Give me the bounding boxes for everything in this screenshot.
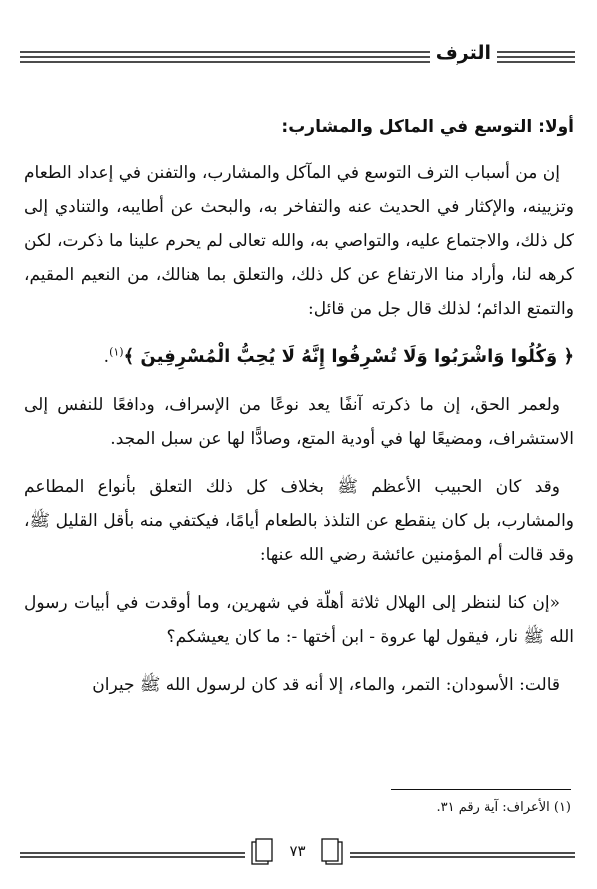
section-heading: أولا: التوسع في الماكل والمشارب: (281, 117, 574, 137)
verse-text: ﴿ وَكُلُوا وَاشْرَبُوا وَلَا تُسْرِفُوا إِنَّهُ لَا يُحِبُّ الْمُسْرِفِينَ ﴾ (123, 346, 574, 367)
paragraph-2: ولعمر الحق، إن ما ذكرته آنفًا يعد نوعًا من الإسراف، ودافعًا للنفس إلى الاستشراف، ومضيعًا لها في أودية المتع، وصادًّا لها عن سبل المجد. (24, 395, 574, 449)
page-content (24, 110, 574, 716)
page-footer (20, 836, 575, 870)
footnote-divider (391, 789, 571, 790)
paragraph-3: وقد كان الحبيب الأعظم ﷺ بخلاف كل ذلك التعلق بأنواع المطاعم والمشارب، بل كان ينقطع عن التلذذ بالطعام أيامًا، فيكتفي منه بأقل القليل ﷺ، وقد قالت أم المؤمنين عائشة رضي الله عنها: (24, 477, 574, 565)
quran-verse: ﴿ وَكُلُوا وَاشْرَبُوا وَلَا تُسْرِفُوا إِنَّهُ لَا يُحِبُّ الْمُسْرِفِينَ ﴾$^{(١)}$. (103, 345, 574, 367)
footnote-marker: (١) (109, 345, 124, 359)
paragraph-4: «إن كنا لننظر إلى الهلال ثلاثة أهلّة في شهرين، وما أوقدت في أبيات رسول الله ﷺ نار، فيقول لها عروة - ابن أختها -: ما كان يعيشكم؟ (24, 593, 574, 647)
paragraph-5: قالت: الأسودان: التمر، والماء، إلا أنه قد كان لرسول الله ﷺ جيران (92, 675, 560, 695)
page-header (20, 38, 575, 74)
running-title: الترف (430, 42, 497, 64)
page-number: ٧٣ (289, 842, 306, 860)
footnote: (١) الأعراف: آية رقم ٣١. (436, 800, 571, 815)
paragraph-1: إن من أسباب الترف التوسع في المآكل والمشارب، والتفنن في إعداد الطعام وتزيينه، والإكثار في الحديث عنه والتفاخر به، والبحث عن أطايبه، والتنادي إلى كل ذلك، والاجتماع عليه، والتواصي به، والله تعالى لم يحرم علينا ما ذكرت، لكن كرهه لنا، وأراد منا الارتفاع عن كل ذلك، والتعلق بما هنالك، من النعيم المقيم، والتمتع الدائم؛ لذلك قال جل من قائل: (24, 163, 574, 319)
